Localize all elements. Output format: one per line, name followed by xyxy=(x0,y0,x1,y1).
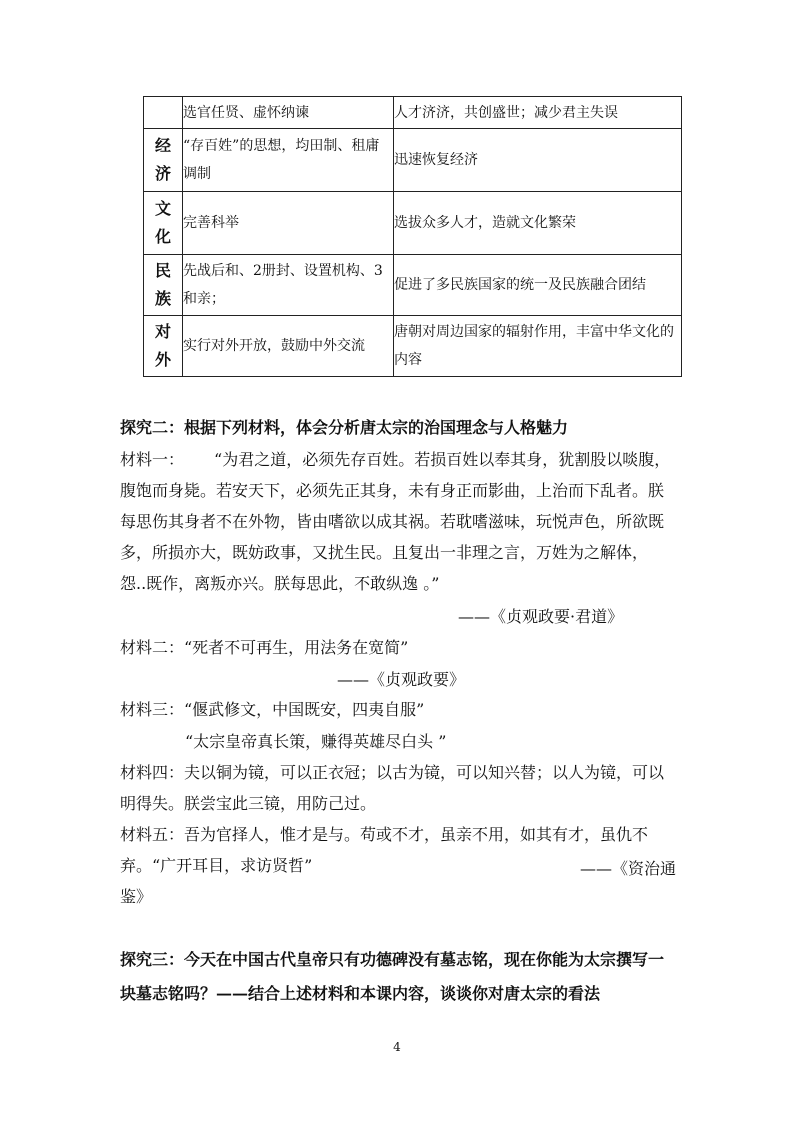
material3-line1: 材料三：“偃武修文，中国既安，四夷自服” xyxy=(120,700,425,719)
material1-line3: 每思伤其身者不在外物，皆由嗜欲以成其祸。若耽嗜滋味，玩悦声色，所欲既 xyxy=(120,512,665,531)
effect-cell: 人才济济，共创盛世；减少君主失误 xyxy=(394,97,682,129)
material1-text: “为君之道，必须先存百姓。若损百姓以奉其身，犹割股以啖腹， xyxy=(214,450,671,469)
page-number: 4 xyxy=(393,1040,401,1054)
category-cell xyxy=(144,192,183,255)
material3-line2: “太宗皇帝真长策，赚得英雄尽白头 ” xyxy=(185,732,447,751)
material5-line1: 材料五：吾为官择人，惟才是与。苟或不才，虽亲不用，如其有才，虽仇不 xyxy=(120,825,649,844)
table-row xyxy=(144,192,682,255)
category-cell xyxy=(144,97,183,129)
material1-line1 xyxy=(120,444,680,475)
category-char: 外 xyxy=(154,350,171,369)
material1-source: ——《贞观政要·君道》 xyxy=(458,607,624,626)
table-row xyxy=(144,316,682,377)
table-row xyxy=(144,255,682,316)
effect-cell: 唐朝对周边国家的辐射作用，丰富中华文化的内容 xyxy=(394,316,682,377)
table-row xyxy=(144,97,682,129)
explore3-line1: 探究三：今天在中国古代皇帝只有功德碑没有墓志铭，现在你能为太宗撰写一 xyxy=(120,950,665,969)
policy-table xyxy=(143,96,682,377)
category-char: 民 xyxy=(154,261,171,280)
material1-label: 材料一： xyxy=(120,450,185,469)
material4-line2: 明得失。朕尝宝此三镜，用防己过。 xyxy=(120,794,377,813)
explore2-heading: 探究二：根据下列材料，体会分析唐太宗的治国理念与人格魅力 xyxy=(120,418,569,437)
material2-source: ——《贞观政要》 xyxy=(337,670,466,689)
explore3-line2: 块墓志铭吗？——结合上述材料和本课内容，谈谈你对唐太宗的看法 xyxy=(120,984,601,1003)
measure-cell: 实行对外开放，鼓励中外交流 xyxy=(183,316,394,377)
material1-line5: 怨..既作，离叛亦兴。朕每思此，不敢纵逸 。” xyxy=(120,574,440,593)
category-char: 族 xyxy=(154,289,171,308)
material1-line4: 多，所损亦大，既妨政事，又扰生民。且复出一非理之言，万姓为之解体， xyxy=(120,543,649,562)
material5-line2: 弃。“广开耳目，求访贤哲” xyxy=(120,856,313,875)
category-char: 文 xyxy=(154,199,171,218)
category-cell xyxy=(144,316,183,377)
category-char: 经 xyxy=(154,136,171,155)
material5-source-cont: 鉴》 xyxy=(120,887,153,906)
category-cell xyxy=(144,129,183,192)
material2: 材料二：“死者不可再生，用法务在宽简” xyxy=(120,638,409,657)
effect-cell: 促进了多民族国家的统一及民族融合团结 xyxy=(394,255,682,316)
category-char: 济 xyxy=(154,164,171,183)
measure-cell: 先战后和、2册封、设置机构、3和亲； xyxy=(183,255,394,316)
measure-cell: 选官任贤、虚怀纳谏 xyxy=(183,97,394,129)
measure-cell: 完善科举 xyxy=(183,192,394,255)
measure-cell: “存百姓”的思想，均田制、租庸调制 xyxy=(183,129,394,192)
category-char: 对 xyxy=(154,322,171,341)
material4-line1: 材料四：夫以铜为镜，可以正衣冠；以古为镜，可以知兴替；以人为镜，可以 xyxy=(120,763,665,782)
material1-line2: 腹饱而身毙。若安天下，必须先正其身，未有身正而影曲，上治而下乱者。朕 xyxy=(120,481,665,500)
effect-cell: 迅速恢复经济 xyxy=(394,129,682,192)
table-row xyxy=(144,129,682,192)
category-cell xyxy=(144,255,183,316)
category-char: 化 xyxy=(154,227,171,246)
material5-source: ——《资治通 xyxy=(580,859,677,878)
effect-cell: 选拔众多人才，造就文化繁荣 xyxy=(394,192,682,255)
